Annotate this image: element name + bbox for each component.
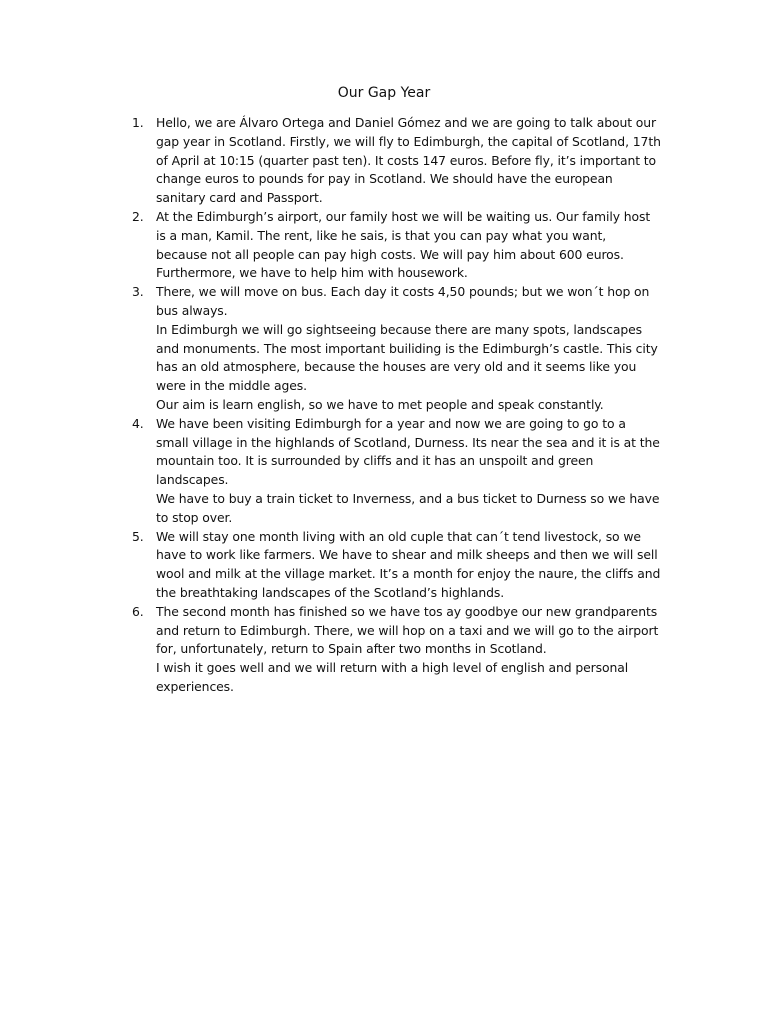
numbered-list bbox=[132, 114, 661, 697]
list-item-paragraph: There, we will move on bus. Each day it costs 4,50 pounds; but we won´t hop on bus always. bbox=[156, 284, 650, 318]
list-item-paragraph: In Edimburgh we will go sightseeing because there are many spots, landscapes and monuments. The most important builiding is the Edimburgh’s castle. This city has an old atmosphere, because the houses are very old and it seems like you were in the middle ages. bbox=[156, 321, 658, 394]
list-item-paragraph: We have been visiting Edimburgh for a year and now we are going to go to a small village in the highlands of Scotland, Durness. Its near the sea and it is at the mountain too. It is surrounded by cliffs and it has an unspoilt and green landscapes. bbox=[156, 415, 660, 488]
list-item-number: 3. bbox=[132, 284, 144, 300]
list-item-paragraph: We will stay one month living with an old cuple that can´t tend livestock, so we have to work like farmers. We have to shear and milk sheeps and then we will sell wool and milk at the village market. It’s a month for enjoy the naure, the cliffs and the breathtaking landscapes of the Scotland’s highlands. bbox=[156, 528, 661, 600]
list-item-paragraph: We have to buy a train ticket to Inverness, and a bus ticket to Durness so we have to stop over. bbox=[156, 490, 660, 525]
list-item-paragraph: The second month has finished so we have tos ay goodbye our new grandparents and return to Edimburgh. There, we will hop on a taxi and we will go to the airport for, unfortunately, return to Spain after two months in Scotland. bbox=[156, 603, 659, 657]
list-item bbox=[132, 114, 661, 208]
list-item-number: 1. bbox=[132, 115, 144, 130]
list-item-paragraph: At the Edimburgh’s airport, our family host we will be waiting us. Our family host is a man, Kamil. The rent, like he sais, is that you can pay what you want, because not all people can pay high costs. We will pay him about 600 euros. Furthermore, we have to help him with housework. bbox=[156, 208, 651, 281]
list-item bbox=[132, 415, 661, 528]
list-item bbox=[132, 208, 661, 283]
list-item-number: 4. bbox=[132, 415, 144, 431]
document-title: Our Gap Year bbox=[337, 85, 431, 101]
list-item-number: 5. bbox=[132, 528, 144, 544]
list-item-paragraph: Hello, we are Álvaro Ortega and Daniel Gómez and we are going to talk about our gap year in Scotland. Firstly, we will fly to Edimburgh, the capital of Scotland, 17th of April at 10:15 (quarter past ten). It costs 147 euros. Before fly, it’s important to change euros to pounds for pay in Scotland. We should have the european sanitary card and Passport. bbox=[156, 115, 661, 206]
list-item-number: 6. bbox=[132, 603, 144, 619]
list-item bbox=[132, 528, 661, 603]
list-item-paragraph: Our aim is learn english, so we have to met people and speak constantly. bbox=[156, 396, 604, 412]
list-item bbox=[132, 603, 661, 697]
list-item bbox=[132, 283, 661, 415]
list-item-number: 2. bbox=[132, 208, 144, 224]
list-item-paragraph: I wish it goes well and we will return with a high level of english and personal experiences. bbox=[156, 660, 629, 694]
